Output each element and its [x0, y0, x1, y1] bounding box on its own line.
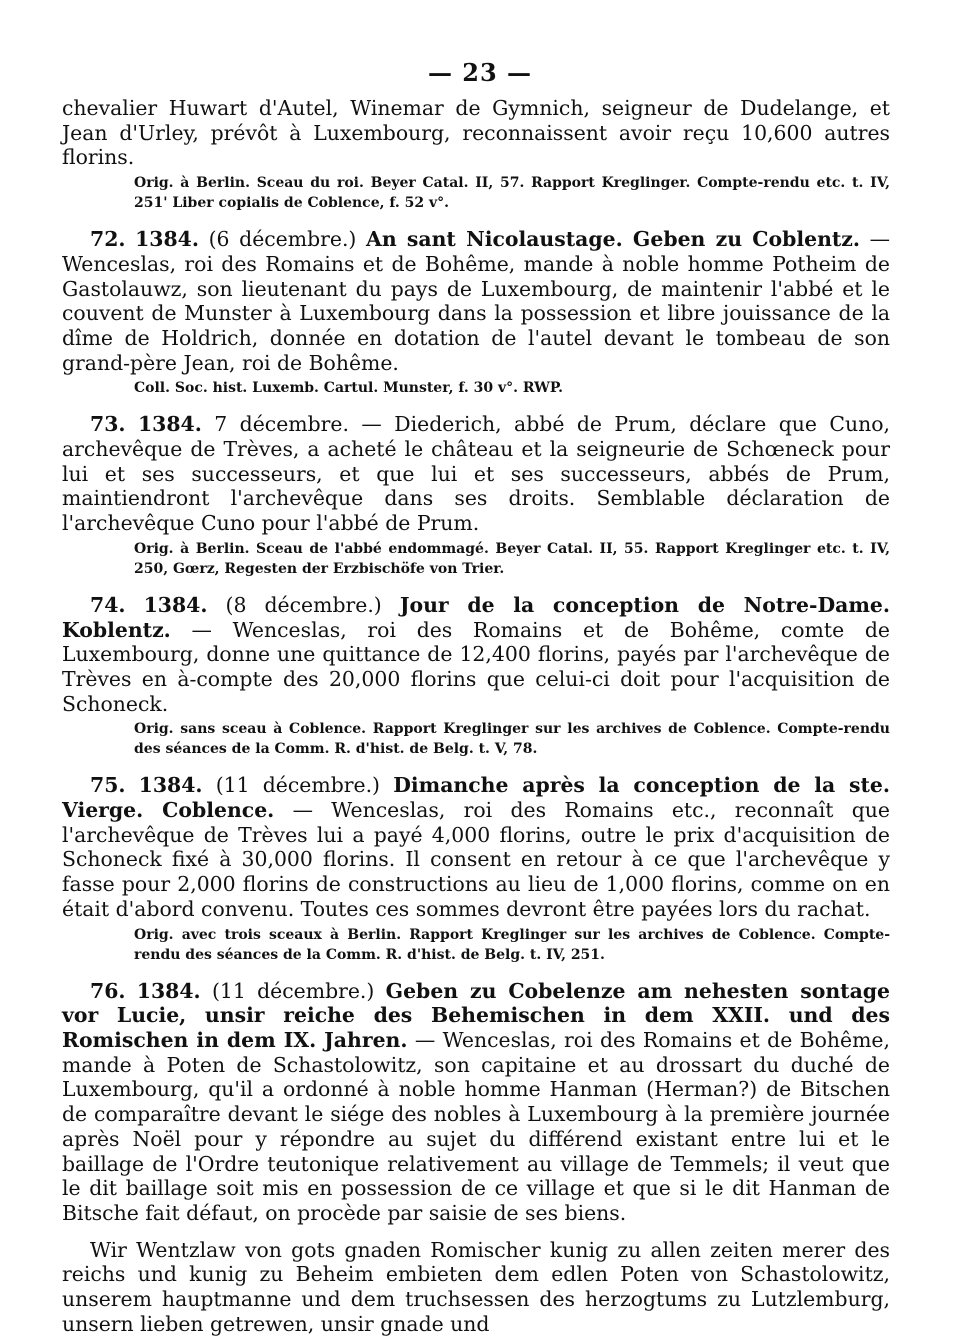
entry-number: 74.	[90, 592, 126, 617]
entry-date: (11 décembre.)	[215, 773, 381, 798]
entry-text: — Wenceslas, roi des Romains etc., reconnaît que l'archevêque de Trèves lui a payé 4,000 florins, outre le prix d'acquisition de Schoneck fixé à 30,000 florins. Il consent en retour à ce que l'archevêque y fasse pour 2,000 florins de constructions au lieu de 1,000 florins, comme on en était d'abord convenu. Toutes ces sommes devront être payées lors du rachat.	[62, 798, 890, 921]
entry-number: 72.	[90, 227, 126, 252]
entry-number: 75.	[90, 773, 126, 798]
entry-text: — Wenceslas, roi des Romains et de Bohême, mande à noble homme Potheim de Gastolauwz, son lieutenant du pays de Luxembourg, de maintenir l'abbé et le couvent de Munster à Luxembourg dans la possession et libre jouissance de la dîme de Holdrich, donnée en dotation de l'autel devant le tombeau de son grand-père Jean, roi de Bohême.	[62, 227, 891, 375]
entry-text: — Diederich, abbé de Prum, déclare que Cuno, archevêque de Trèves, a acheté le château et la seigneurie de Schœneck pour lui et ses successeurs, et que lui et ses successeurs, abbés de Prum, maintiendront l'archevêque dans ses droits. Semblable déclaration de l'archevêque Cuno pour l'abbé de Prum.	[62, 412, 891, 536]
entry-date: (11 décembre.)	[211, 978, 375, 1003]
entry-year: 1384.	[137, 412, 202, 437]
entry-73	[62, 412, 890, 579]
entry-date: (6 décembre.)	[208, 227, 357, 252]
entry-year: 1384.	[138, 773, 203, 798]
entry-number: 73.	[90, 412, 126, 437]
entry-source-note: Orig. avec trois sceaux à Berlin. Rapport Kreglinger sur les archives de Coblence. Compte-rendu des séances de la Comm. R. d'hist. de Belg. t. IV, 251.	[134, 926, 890, 963]
entry-date: 7 décembre.	[214, 412, 349, 437]
entry-place: An sant Nicolaustage. Geben zu Coblentz.	[366, 227, 860, 252]
entry-source-note: Orig. à Berlin. Sceau de l'abbé endommagé. Beyer Catal. II, 55. Rapport Kreglinger etc. t. IV, 250, Gœrz, Regesten der Erzbischöfe von Trier.	[134, 540, 890, 577]
entry-74	[62, 593, 890, 760]
entry-date: (8 décembre.)	[225, 592, 382, 617]
entry-place: Dimanche après la conception de la ste. Vierge. Coblence.	[62, 773, 891, 823]
entry-text: — Wenceslas, roi des Romains et de Bohême, mande à Poten de Schastolowitz, son capitaine et au drossart du duché de Luxembourg, qu'il a ordonné à noble homme Hanman (Herman?) de Bitschen de comparaître devant le siége des nobles à Luxembourg à la première journée après Noël pour y répondre au sujet du différend existant entre lui et le baillage de l'Ordre teutonique relativement au village de Temmels; il veut que le dit baillage soit mis en possession de ce village et que si le dit Hanman de Bitsche fait défaut, on procède par saisie de ses biens.	[62, 1027, 890, 1225]
entry-75	[62, 773, 890, 964]
page-content	[62, 96, 890, 1336]
closing-paragraph: Wir Wentzlaw von gots gnaden Romischer kunig zu allen zeiten merer des reichs und kunig zu Beheim embieten dem edlen Poten von Schastolowitz, unserem hauptmanne und dem truchsessen des herzogtums zu Lutzlemburg, unsern lieben getrewen, unsir gnade und	[62, 1237, 890, 1336]
entry-paragraph	[62, 979, 890, 1226]
entry-paragraph	[62, 593, 890, 717]
intro-source-note: Orig. à Berlin. Sceau du roi. Beyer Catal. II, 57. Rapport Kreglinger. Compte-rendu etc. t. IV, 251' Liber copialis de Coblence, f. 52 v°.	[134, 175, 890, 212]
entry-paragraph	[62, 227, 890, 375]
entry-76	[62, 979, 890, 1226]
entry-paragraph	[62, 412, 890, 536]
entry-text: — Wenceslas, roi des Romains et de Bohême, comte de Luxembourg, donne une quittance de 12,400 florins, payés par l'archevêque de Trèves en à-compte des 20,000 florins que celui-ci doit pour l'acquisition de Schoneck.	[62, 617, 890, 716]
entry-place: Geben zu Cobelenze am nehesten sontage vor Lucie, unsir reiche des Behemischen in dem XXII. und des Romischen in dem IX. Jahren.	[62, 978, 891, 1052]
entry-paragraph	[62, 773, 890, 921]
intro-block	[62, 96, 890, 213]
entry-72	[62, 227, 890, 398]
entry-year: 1384.	[143, 592, 208, 617]
entry-year: 1384.	[135, 227, 199, 252]
entry-source-note: Orig. sans sceau à Coblence. Rapport Kreglinger sur les archives de Coblence. Compte-rendu des séances de la Comm. R. d'hist. de Belg. t. V, 78.	[134, 721, 890, 758]
entry-year: 1384.	[136, 978, 201, 1003]
closing-block	[62, 1238, 890, 1336]
entry-number: 76.	[90, 978, 126, 1003]
entry-place: Jour de la conception de Notre-Dame. Koblentz.	[62, 592, 891, 642]
page-number: — 23 —	[427, 58, 533, 87]
intro-paragraph: chevalier Huwart d'Autel, Winemar de Gymnich, seigneur de Dudelange, et Jean d'Urley, prévôt à Luxembourg, reconnaissent avoir reçu 10,600 autres florins.	[62, 96, 890, 170]
entry-source-note: Coll. Soc. hist. Luxemb. Cartul. Munster, f. 30 v°. RWP.	[134, 380, 563, 397]
